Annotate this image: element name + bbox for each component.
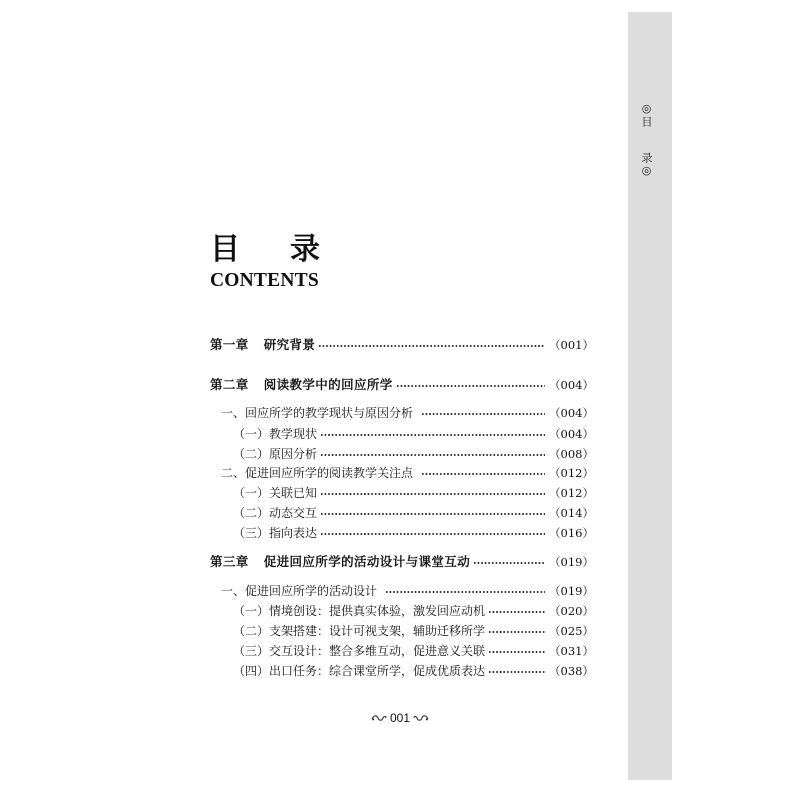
toc-entry-title: （三）指向表达 <box>233 526 318 540</box>
toc-page-number: （004） <box>549 427 594 441</box>
page-title-char-2: 录 <box>290 232 320 267</box>
dot-leader <box>320 524 545 542</box>
toc-entry-title: 二、促进回应所学的阅读教学关注点 <box>221 466 414 480</box>
toc-subsection-row <box>233 445 594 463</box>
toc-chapter-number: 第二章 <box>210 377 249 392</box>
dot-leader <box>385 582 545 600</box>
toc-page-number: （019） <box>549 584 594 598</box>
toc-entry-title: （三）交互设计：整合多维互动，促进意义关联 <box>233 644 486 658</box>
dot-leader <box>488 642 545 660</box>
page-footer <box>360 709 440 727</box>
toc-chapter-number: 第三章 <box>210 554 249 569</box>
dot-leader <box>488 602 545 620</box>
page-title <box>210 234 320 266</box>
toc-chapter-row <box>210 376 594 394</box>
toc-chapter-number: 第一章 <box>210 337 249 352</box>
toc-page-number: （016） <box>549 526 594 540</box>
toc-subsection-row <box>233 662 594 680</box>
toc-chapter-row <box>210 553 594 571</box>
toc-page-number: （020） <box>549 604 594 618</box>
toc-page-number: （004） <box>549 406 594 420</box>
toc-subsection-row <box>233 504 594 522</box>
toc-subsection-row <box>233 642 594 660</box>
toc-page-number: （012） <box>549 466 594 480</box>
page-number: 001 <box>389 711 411 725</box>
dot-leader <box>421 404 545 422</box>
toc-page-number: （025） <box>549 624 594 638</box>
dot-leader <box>488 662 545 680</box>
toc-section-row <box>221 464 594 482</box>
dot-leader <box>318 336 545 354</box>
toc-page-number: （014） <box>549 506 594 520</box>
scroll-ornament-right-icon <box>413 713 429 723</box>
dot-leader <box>421 464 545 482</box>
toc-page-number: （019） <box>549 555 594 569</box>
toc-entry-title: 研究背景 <box>263 337 316 352</box>
toc-entry-title: 阅读教学中的回应所学 <box>263 377 393 392</box>
dot-leader <box>396 376 545 394</box>
toc-entry-title: （四）出口任务：综合课堂所学，促成优质表达 <box>233 664 486 678</box>
toc-subsection-row <box>233 524 594 542</box>
dot-leader <box>320 504 545 522</box>
dot-leader <box>320 484 545 502</box>
toc-chapter-row <box>210 336 594 354</box>
dot-leader <box>320 445 545 463</box>
page-subtitle: CONTENTS <box>210 270 319 291</box>
toc-section-row <box>221 404 594 422</box>
toc-entry-title: （一）教学现状 <box>233 427 318 441</box>
toc-entry-title: 一、回应所学的教学现状与原因分析 <box>221 406 414 420</box>
page-title-char-1: 目 <box>210 232 240 267</box>
toc-entry-title: （一）情境创设：提供真实体验，激发回应动机 <box>233 604 486 618</box>
toc-entry-title: （一）关联已知 <box>233 486 318 500</box>
toc-page-number: （008） <box>549 447 594 461</box>
side-running-head-band <box>628 12 672 780</box>
toc-subsection-row <box>233 622 594 640</box>
toc-subsection-row <box>233 484 594 502</box>
toc-page-number: （012） <box>549 486 594 500</box>
toc-entry-title: （二）动态交互 <box>233 506 318 520</box>
scroll-ornament-left-icon <box>371 713 387 723</box>
side-running-head: ◎目 录◎ <box>640 102 653 178</box>
toc-page-number: （038） <box>549 664 594 678</box>
toc-entry-title: （二）原因分析 <box>233 447 318 461</box>
toc-page-number: （001） <box>549 338 594 352</box>
dot-leader <box>488 622 545 640</box>
toc-subsection-row <box>233 425 594 443</box>
toc-entry-title: （二）支架搭建：设计可视支架，辅助迁移所学 <box>233 624 486 638</box>
toc-entry-title: 一、促进回应所学的活动设计 <box>221 584 378 598</box>
dot-leader <box>320 425 545 443</box>
dot-leader <box>473 553 545 571</box>
toc-section-row <box>221 582 594 600</box>
toc-page-number: （004） <box>549 378 594 392</box>
toc-subsection-row <box>233 602 594 620</box>
toc-entry-title: 促进回应所学的活动设计与课堂互动 <box>263 554 471 569</box>
toc-page-number: （031） <box>549 644 594 658</box>
